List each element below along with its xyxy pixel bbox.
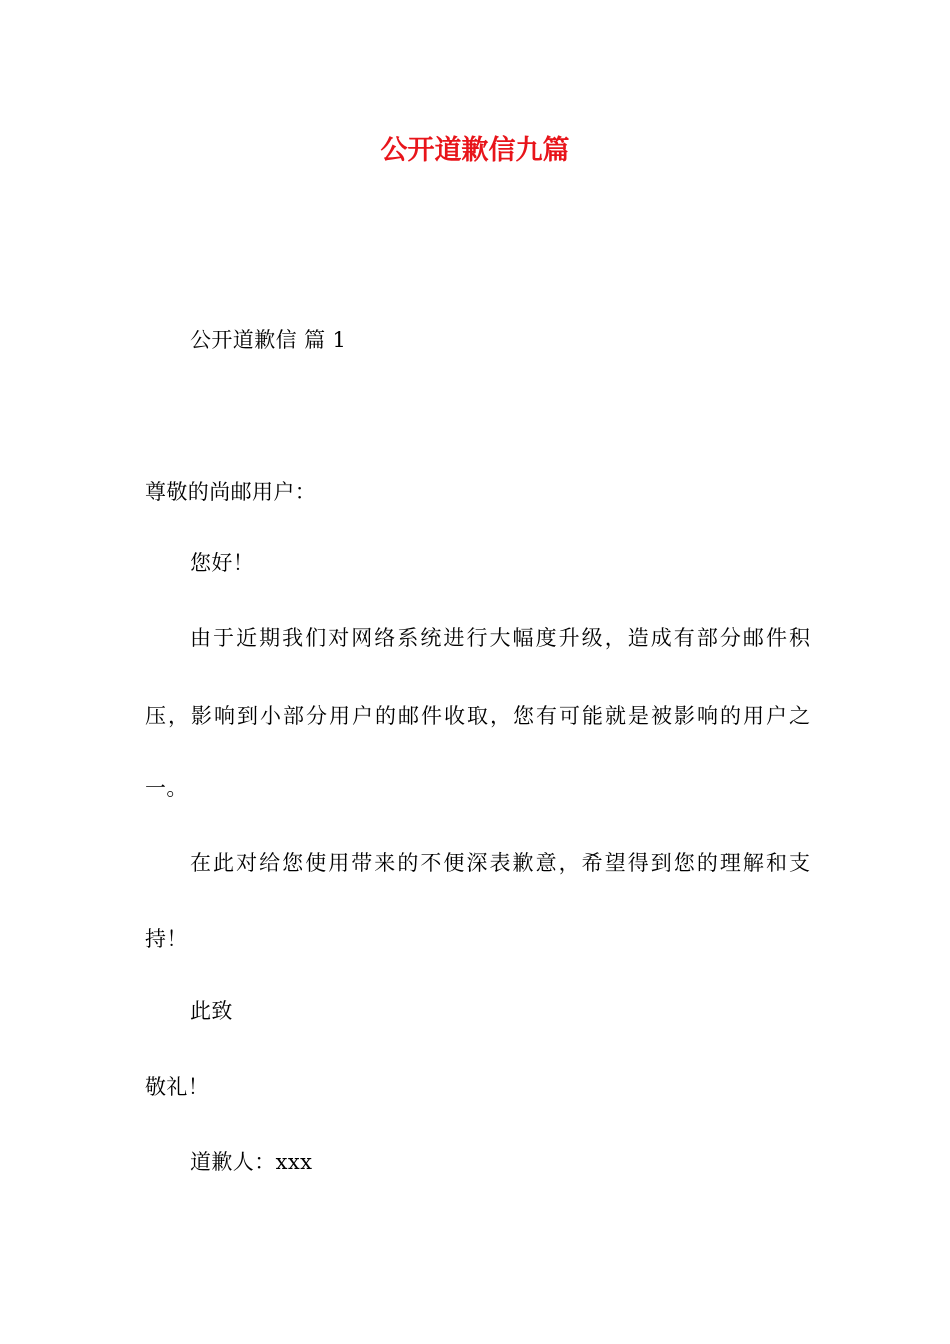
- greeting: 您好！: [190, 551, 255, 575]
- paragraph2-line2: 持！: [145, 927, 188, 951]
- paragraph1-line1: 由于近期我们对网络系统进行大幅度升级，造成有部分邮件积: [190, 626, 810, 650]
- document-title: 公开道歉信九篇: [380, 135, 570, 166]
- paragraph1-line2: 压，影响到小部分用户的邮件收取，您有可能就是被影响的用户之: [145, 704, 810, 728]
- salutation: 尊敬的尚邮用户：: [145, 480, 317, 504]
- signature: 道歉人：xxx: [190, 1150, 313, 1174]
- paragraph2-line1: 在此对给您使用带来的不便深表歉意，希望得到您的理解和支: [190, 851, 810, 875]
- closing: 此致: [190, 999, 233, 1023]
- regards: 敬礼！: [145, 1075, 210, 1099]
- section-heading: 公开道歉信 篇 1: [190, 328, 347, 352]
- paragraph1-line3: 一。: [145, 776, 188, 800]
